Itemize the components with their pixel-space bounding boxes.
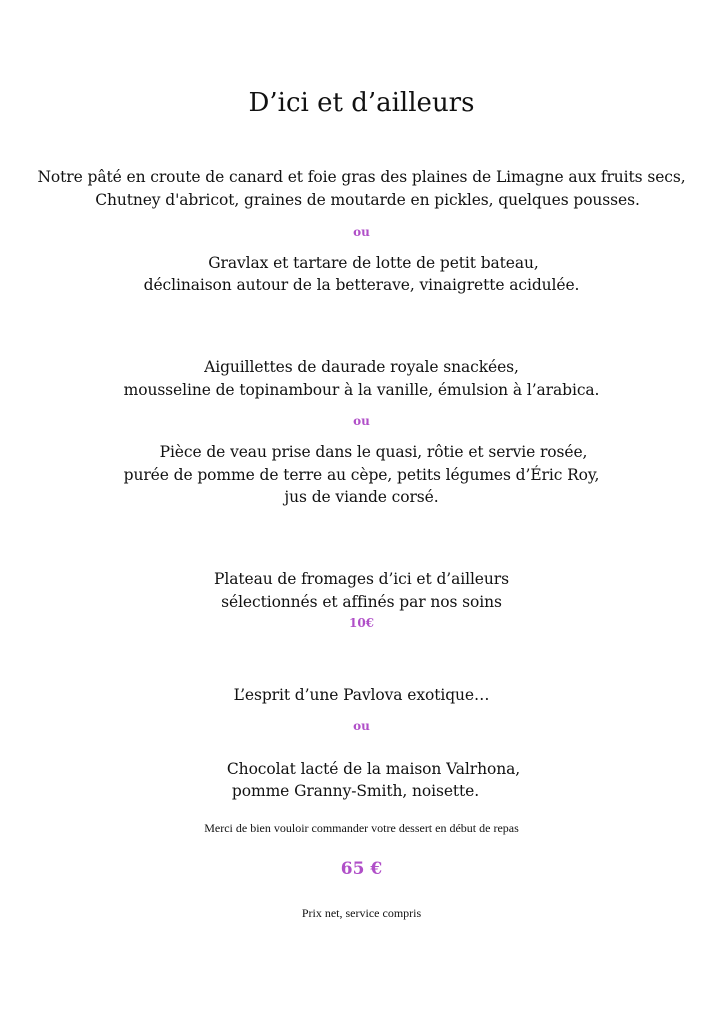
separator-or: ou	[353, 719, 370, 733]
main-1-line-1: Aiguillettes de daurade royale snackées,	[204, 358, 519, 376]
starter-1-line-1: Notre pâté en croute de canard et foie gras des plaines de Limagne aux fruits secs,	[37, 168, 686, 186]
main-2-line-2: purée de pomme de terre au cèpe, petits légumes d’Éric Roy,	[123, 466, 600, 484]
cheese-line-1: Plateau de fromages d’ici et d’ailleurs	[214, 570, 509, 588]
dessert-2-line-2: pomme Granny-Smith, noisette.	[231, 782, 480, 800]
main-1-line-2: mousseline de topinambour à la vanille, émulsion à l’arabica.	[123, 381, 600, 399]
separator-or: ou	[353, 414, 370, 428]
dessert-2-line-1: Chocolat lacté de la maison Valrhona,	[226, 760, 521, 778]
cheese-price: 10€	[348, 616, 375, 630]
order-note: Merci de bien vouloir commander votre dessert en début de repas	[204, 821, 519, 835]
cheese-line-2: sélectionnés et affinés par nos soins	[221, 593, 502, 611]
starter-1-line-2: Chutney d'abricot, graines de moutarde en pickles, quelques pousses.	[95, 191, 640, 209]
starter-2-line-2: déclinaison autour de la betterave, vinaigrette acidulée.	[143, 276, 580, 294]
menu-title: D’ici et d’ailleurs	[248, 88, 475, 118]
main-2-line-3: jus de viande corsé.	[284, 488, 439, 506]
menu-price: 65 €	[340, 859, 383, 879]
dessert-1-line-1: L’esprit d’une Pavlova exotique…	[233, 686, 490, 704]
separator-or: ou	[353, 225, 370, 239]
starter-2-line-1: Gravlax et tartare de lotte de petit bateau,	[208, 254, 539, 272]
price-note: Prix net, service compris	[301, 906, 422, 920]
main-2-line-1: Pièce de veau prise dans le quasi, rôtie et servie rosée,	[159, 443, 588, 461]
